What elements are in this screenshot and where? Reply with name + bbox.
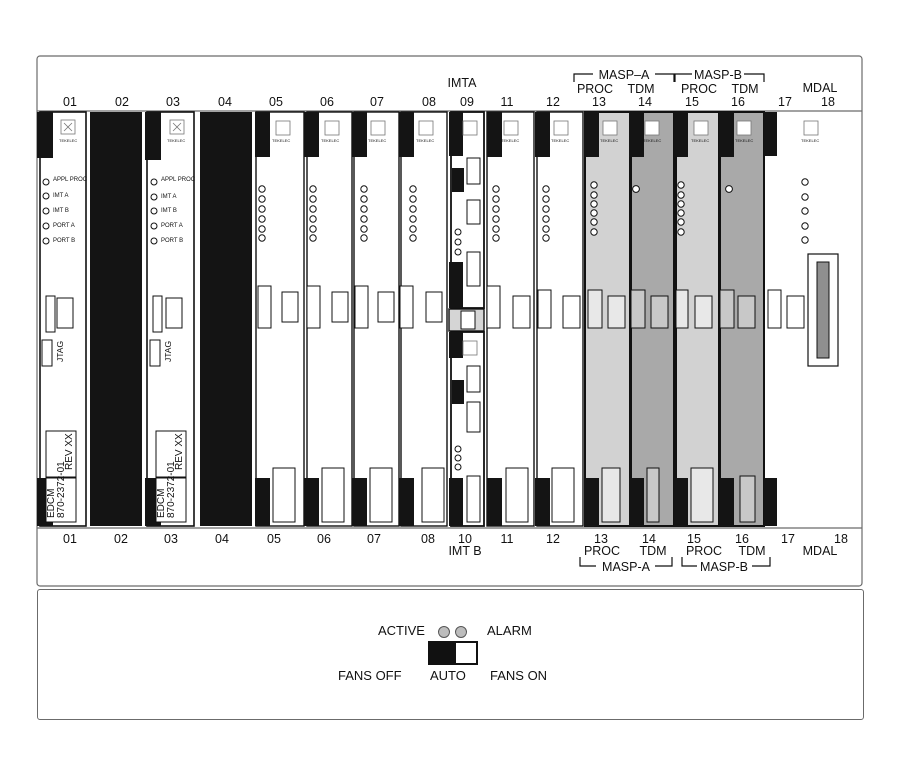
card-logo-text: TEKELEC: [368, 138, 387, 143]
masp-a-proc-bottom-label: PROC: [583, 544, 621, 558]
fan-mode-switch[interactable]: [428, 641, 478, 665]
card-logo-text: TEKELEC: [643, 138, 662, 143]
slot-16-masp-b-tdm-card: [719, 112, 764, 526]
jtag-label: JTAG: [163, 340, 173, 362]
bottom-slot-number: 03: [164, 532, 178, 546]
masp-a-tdm-bottom-label: TDM: [639, 544, 667, 558]
masp-a-proc-top-label: PROC: [576, 82, 614, 96]
slot-17-edge-bracket: [764, 112, 777, 156]
top-slot-number: 01: [63, 95, 77, 109]
top-slot-number: 11: [500, 95, 514, 109]
led-label-imt-a: IMT A: [161, 194, 177, 200]
slot-11-card: [487, 112, 534, 526]
top-slot-number: 15: [685, 95, 699, 109]
top-slot-number: 18: [821, 95, 835, 109]
imt-extender-bar: [449, 309, 484, 331]
led-label-appl-proc: APPL PROC: [53, 177, 88, 183]
fans-off-label: FANS OFF: [338, 668, 402, 683]
masp-b-tdm-bottom-label: TDM: [738, 544, 766, 558]
masp-b-proc-top-label: PROC: [680, 82, 718, 96]
bottom-slot-number: 15: [687, 532, 701, 546]
slot-06-card: [304, 112, 352, 526]
top-slot-number: 08: [422, 95, 436, 109]
alarm-label: ALARM: [487, 623, 532, 638]
led-label-imt-b: IMT B: [161, 208, 177, 214]
bottom-slot-number: 12: [546, 532, 560, 546]
bottom-slot-number: 05: [267, 532, 281, 546]
led-label-imt-a: IMT A: [53, 193, 69, 199]
slot-04-filler-panel: [200, 112, 252, 526]
top-slot-number: 05: [269, 95, 283, 109]
card-logo-text: TEKELEC: [735, 138, 754, 143]
card-logo-text: TEKELEC: [272, 138, 291, 143]
led-label-port-a: PORT A: [161, 223, 183, 229]
card-logo-text: TEKELEC: [691, 138, 710, 143]
top-slot-number: 13: [592, 95, 606, 109]
led-label-port-b: PORT B: [161, 238, 184, 244]
slot-07-card: [352, 112, 399, 526]
bottom-slot-number: 10: [458, 532, 472, 546]
slot-13-masp-a-proc-card: [584, 112, 630, 526]
masp-a-top-label: MASP–A: [598, 68, 650, 82]
edcm-rev: REV XX: [174, 433, 185, 470]
masp-a-bottom-label: MASP-A: [602, 560, 650, 574]
card-logo-text: TEKELEC: [600, 138, 619, 143]
top-slot-number: 09: [460, 95, 474, 109]
slot-02-filler-panel: [90, 112, 142, 526]
masp-b-bottom-label: MASP-B: [700, 560, 748, 574]
top-slot-number: 12: [546, 95, 560, 109]
auto-label: AUTO: [430, 668, 466, 683]
edcm-part-number: 870-2372-01: [166, 461, 177, 518]
masp-b-proc-bottom-label: PROC: [685, 544, 723, 558]
bottom-slot-number: 04: [215, 532, 229, 546]
top-slot-number: 07: [370, 95, 384, 109]
top-slot-number: 14: [638, 95, 652, 109]
slot-12-card: [535, 112, 583, 526]
slot-17-edge-bracket-bottom: [764, 478, 777, 526]
active-led-icon: [438, 626, 450, 638]
top-slot-number: 04: [218, 95, 232, 109]
top-slot-number: 16: [731, 95, 745, 109]
top-slot-number: 17: [778, 95, 792, 109]
slot-10-imt-b-card: [449, 332, 484, 526]
top-slot-number: 06: [320, 95, 334, 109]
bottom-slot-number: 14: [642, 532, 656, 546]
top-slot-number: 03: [166, 95, 180, 109]
jtag-label: JTAG: [55, 340, 65, 362]
imta-label: IMTA: [447, 76, 477, 90]
bottom-slot-number: 01: [63, 532, 77, 546]
edcm-part-number: 870-2372-01: [56, 461, 67, 518]
card-logo-text: TEKELEC: [551, 138, 570, 143]
card-logo-text: TEKELEC: [59, 138, 78, 143]
mdal-top-label: MDAL: [802, 81, 838, 95]
bottom-slot-number: 02: [114, 532, 128, 546]
edcm-rev: REV XX: [64, 433, 75, 470]
bottom-slot-number: 08: [421, 532, 435, 546]
fan-mode-switch-knob[interactable]: [430, 643, 456, 663]
mdal-bottom-label: MDAL: [802, 544, 838, 558]
card-logo-text: TEKELEC: [167, 138, 186, 143]
bottom-slot-number: 07: [367, 532, 381, 546]
card-logo-text: TEKELEC: [501, 138, 520, 143]
led-label-port-b: PORT B: [53, 238, 76, 244]
masp-b-top-label: MASP-B: [694, 68, 742, 82]
led-label-port-a: PORT A: [53, 223, 75, 229]
alarm-led-icon: [455, 626, 467, 638]
bottom-slot-number: 18: [834, 532, 848, 546]
led-label-appl-proc: APPL PROC: [161, 177, 196, 183]
masp-b-tdm-top-label: TDM: [731, 82, 759, 96]
slot-09-imt-a-card: [449, 112, 484, 308]
imt-b-label: IMT B: [448, 544, 482, 558]
fans-on-label: FANS ON: [490, 668, 548, 683]
card-logo-text: TEKELEC: [321, 138, 340, 143]
slot-05-card: [255, 112, 304, 526]
mdal-drive-window: [817, 262, 829, 358]
card-logo-text: TEKELEC: [801, 138, 820, 143]
edcm-name: EDCM: [46, 488, 57, 518]
card-logo-text: TEKELEC: [416, 138, 435, 143]
edcm-name: EDCM: [156, 488, 167, 518]
bottom-slot-number: 06: [317, 532, 331, 546]
slot-17-connector-2: [787, 296, 804, 328]
bottom-slot-number: 16: [735, 532, 749, 546]
active-label: ACTIVE: [378, 623, 425, 638]
masp-a-tdm-top-label: TDM: [627, 82, 655, 96]
led-label-imt-b: IMT B: [53, 208, 69, 214]
bottom-slot-number: 17: [781, 532, 795, 546]
bottom-slot-number: 11: [500, 532, 514, 546]
slot-15-masp-b-proc-card: [674, 112, 719, 526]
slot-17-connector: [768, 290, 781, 328]
bottom-slot-number: 13: [594, 532, 608, 546]
slot-14-masp-a-tdm-card: [629, 112, 674, 526]
slot-08-card: [399, 112, 447, 526]
top-slot-number: 02: [115, 95, 129, 109]
